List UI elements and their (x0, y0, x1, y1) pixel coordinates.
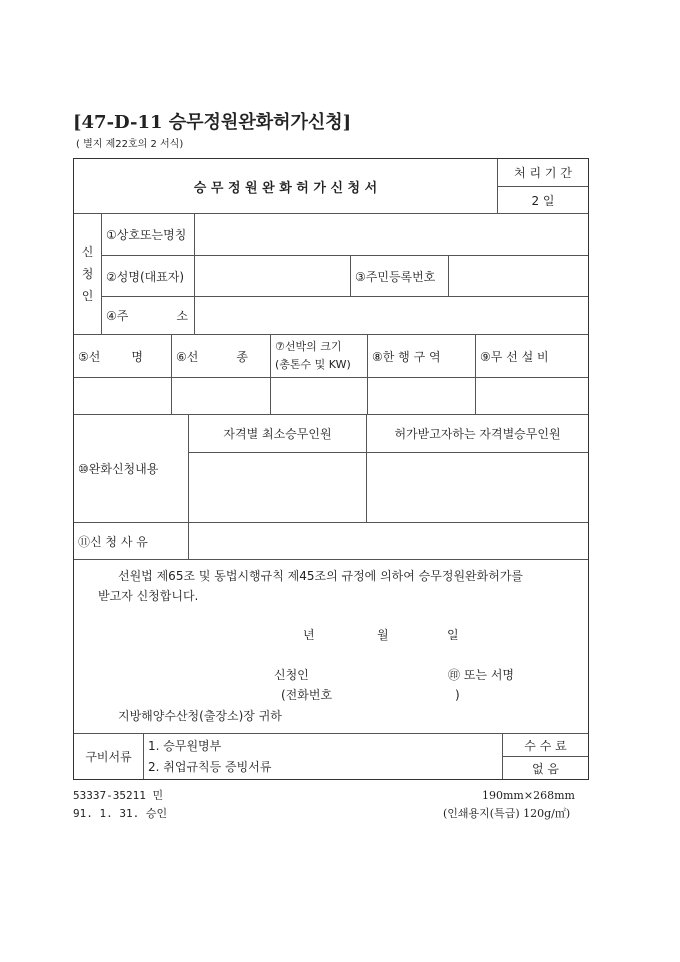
ship-size-label (270, 334, 368, 378)
requested-crew-field[interactable] (366, 452, 589, 523)
declaration-line2: 받고자 신청합니다. (98, 589, 199, 603)
seal-or-signature: ㊞ 또는 서명 (448, 668, 514, 682)
document-title: [47-D-11 승무정원완화허가신청] (73, 112, 352, 133)
fee-label: 수 수 료 (502, 733, 589, 757)
radio-equipment-label: ⑨무 선 설 비 (475, 334, 589, 378)
form-number: ( 별지 제22호의 2 서식) (76, 139, 184, 150)
address-label (101, 296, 195, 335)
trade-name-field[interactable] (194, 213, 589, 256)
ship-type-label-a: ⑥선 (176, 349, 199, 364)
form-code: 53337-35211 민 (73, 789, 164, 802)
ship-size-label-b: (총톤수 및 KW) (275, 358, 351, 371)
paper-size: 190mm×268mm (482, 789, 575, 802)
required-docs-list (143, 733, 503, 780)
date-day: 일 (447, 628, 459, 642)
required-doc-item: 2. 취업규칙등 증빙서류 (148, 759, 272, 774)
address-field[interactable] (194, 296, 589, 335)
ship-name-label-b: 명 (131, 349, 143, 364)
resident-number-field[interactable] (448, 255, 589, 297)
ship-type-field[interactable] (171, 377, 271, 415)
name-field[interactable] (194, 255, 351, 297)
declaration-line1: 선원법 제65조 및 동법시행규칙 제45조의 규정에 의하여 승무정원완화허가를 (118, 569, 524, 583)
applicant-sign-label: 신청인 (274, 668, 309, 682)
navigation-area-label: ⑧한 행 구 역 (367, 334, 476, 378)
min-crew-field[interactable] (188, 452, 367, 523)
reason-field[interactable] (188, 522, 589, 560)
phone-close: ) (455, 688, 460, 702)
fee-value: 없 음 (502, 756, 589, 780)
address-label-b: 소 (176, 309, 188, 323)
name-label: ②성명(대표자) (101, 255, 195, 297)
applicant-label: 신청인 (73, 213, 102, 335)
ship-type-label-b: 종 (236, 349, 248, 364)
approval-date: 91. 1. 31. 승인 (73, 807, 168, 820)
radio-equipment-field[interactable] (475, 377, 589, 415)
phone-label: (전화번호 (281, 688, 333, 702)
ship-name-label (73, 334, 172, 378)
ship-size-label-a: ⑦선박의 크기 (275, 340, 342, 353)
trade-name-label: ①상호또는명칭 (101, 213, 195, 256)
navigation-area-field[interactable] (367, 377, 476, 415)
form-title: 승 무 정 원 완 화 허 가 신 청 서 (73, 158, 498, 214)
required-docs-label: 구비서류 (73, 733, 144, 780)
resident-number-label: ③주민등록번호 (350, 255, 449, 297)
required-doc-item: 1. 승무원명부 (148, 738, 222, 753)
relaxation-request-label: ⑩완화신청내용 (73, 414, 189, 523)
ship-type-label (171, 334, 271, 378)
processing-period-value: 2 일 (497, 186, 589, 214)
date-year: 년 (303, 628, 315, 642)
requested-crew-header: 허가받고자하는 자격별승무인원 (366, 414, 589, 453)
min-crew-header: 자격별 최소승무인원 (188, 414, 367, 453)
paper-spec: (인쇄용지(특급) 120g/㎡) (443, 807, 571, 820)
processing-period-label: 처 리 기 간 (497, 158, 589, 187)
ship-size-field[interactable] (270, 377, 368, 415)
addressee: 지방해양수산청(출장소)장 귀하 (118, 709, 282, 723)
reason-label: ⑪신 청 사 유 (73, 522, 189, 560)
ship-name-field[interactable] (73, 377, 172, 415)
ship-name-label-a: ⑤선 (78, 349, 101, 364)
date-month: 월 (377, 628, 389, 642)
address-label-a: ④주 (106, 309, 129, 323)
declaration-box (73, 559, 589, 734)
